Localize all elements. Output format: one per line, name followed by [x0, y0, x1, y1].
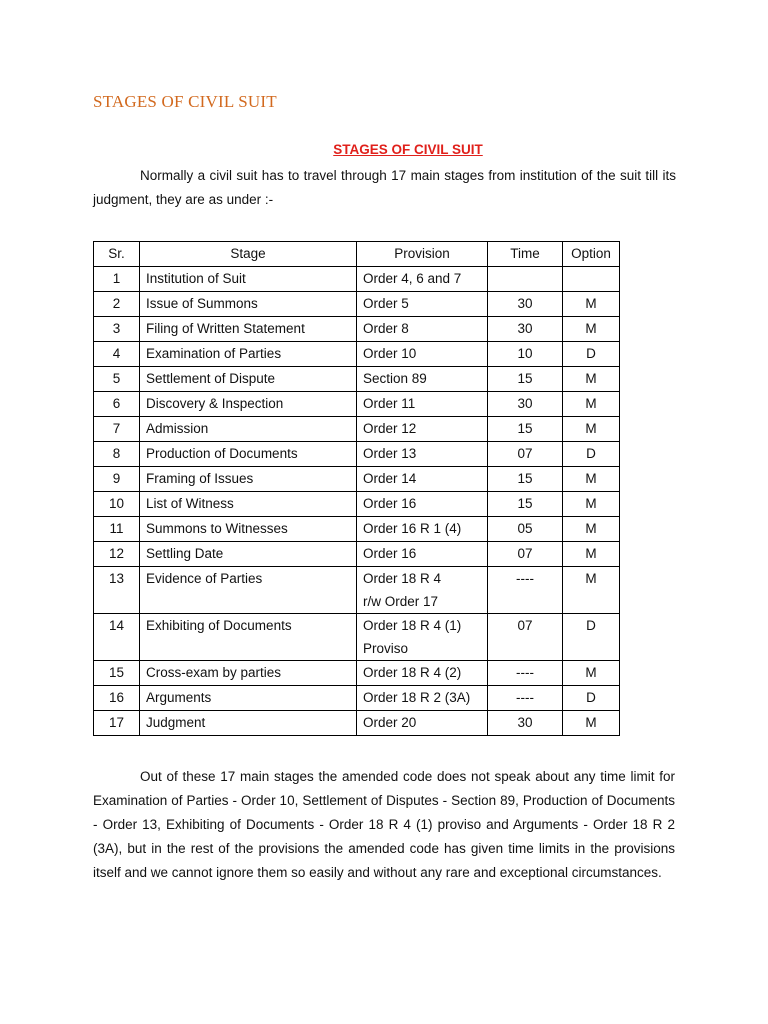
- document-title: STAGES OF CIVIL SUIT: [333, 142, 483, 157]
- provision-line-1: Order 8: [363, 321, 409, 336]
- table-row: [94, 567, 620, 614]
- table-row: [94, 467, 620, 492]
- provision-line-1: Order 18 R 2 (3A): [363, 690, 471, 705]
- cell-option: D: [563, 342, 620, 367]
- cell-time: 07: [488, 542, 563, 567]
- cell-sr: 2: [94, 292, 140, 317]
- cell-provision: [357, 661, 488, 686]
- cell-option: D: [563, 442, 620, 467]
- provision-line-1: Order 18 R 4 (2): [363, 665, 462, 680]
- cell-provision: [357, 614, 488, 661]
- cell-sr: 16: [94, 686, 140, 711]
- col-header-time: Time: [488, 242, 563, 267]
- provision-line-1: Order 16 R 1 (4): [363, 521, 462, 536]
- cell-time: ----: [488, 567, 563, 614]
- stages-table: [93, 241, 620, 736]
- cell-time: ----: [488, 661, 563, 686]
- provision-line-1: Order 12: [363, 421, 417, 436]
- cell-stage: Arguments: [140, 686, 357, 711]
- provision-line-1: Order 16: [363, 546, 417, 561]
- cell-sr: 8: [94, 442, 140, 467]
- cell-provision: [357, 711, 488, 736]
- cell-sr: 10: [94, 492, 140, 517]
- col-header-stage: Stage: [140, 242, 357, 267]
- cell-sr: 11: [94, 517, 140, 542]
- cell-stage: List of Witness: [140, 492, 357, 517]
- cell-time: ----: [488, 686, 563, 711]
- table-row: [94, 542, 620, 567]
- col-header-provision: Provision: [357, 242, 488, 267]
- cell-option: D: [563, 686, 620, 711]
- cell-stage: Filing of Written Statement: [140, 317, 357, 342]
- cell-stage: Settling Date: [140, 542, 357, 567]
- table-row: [94, 661, 620, 686]
- cell-option: M: [563, 711, 620, 736]
- cell-sr: 15: [94, 661, 140, 686]
- cell-sr: 7: [94, 417, 140, 442]
- cell-time: 10: [488, 342, 563, 367]
- table-row: [94, 711, 620, 736]
- cell-time: 15: [488, 492, 563, 517]
- cell-stage: Cross-exam by parties: [140, 661, 357, 686]
- cell-provision: [357, 317, 488, 342]
- table-body: [94, 267, 620, 736]
- cell-time: 30: [488, 317, 563, 342]
- table-row: [94, 417, 620, 442]
- table-row: [94, 342, 620, 367]
- cell-provision: [357, 567, 488, 614]
- cell-sr: 14: [94, 614, 140, 661]
- cell-stage: Settlement of Dispute: [140, 367, 357, 392]
- cell-stage: Evidence of Parties: [140, 567, 357, 614]
- cell-time: 07: [488, 614, 563, 661]
- cell-sr: 17: [94, 711, 140, 736]
- provision-line-1: Order 16: [363, 496, 417, 511]
- provision-line-1: Order 13: [363, 446, 417, 461]
- cell-sr: 6: [94, 392, 140, 417]
- cell-stage: Discovery & Inspection: [140, 392, 357, 417]
- cell-sr: 9: [94, 467, 140, 492]
- cell-option: M: [563, 467, 620, 492]
- table-row: [94, 392, 620, 417]
- cell-sr: 4: [94, 342, 140, 367]
- intro-paragraph: Normally a civil suit has to travel through 17 main stages from institution of the suit till its judgment, they are as under :-: [93, 168, 676, 207]
- cell-sr: 13: [94, 567, 140, 614]
- cell-option: M: [563, 567, 620, 614]
- cell-stage: Summons to Witnesses: [140, 517, 357, 542]
- table-row: [94, 267, 620, 292]
- cell-stage: Admission: [140, 417, 357, 442]
- provision-line-1: Order 18 R 4: [363, 571, 442, 586]
- provision-line-1: Order 10: [363, 346, 417, 361]
- cell-provision: [357, 686, 488, 711]
- cell-provision: [357, 417, 488, 442]
- provision-line-2: Proviso: [363, 641, 409, 656]
- cell-option: M: [563, 417, 620, 442]
- cell-time: 15: [488, 367, 563, 392]
- table-header-row: [94, 242, 620, 267]
- table-row: [94, 517, 620, 542]
- provision-line-2: r/w Order 17: [363, 594, 439, 609]
- cell-provision: [357, 442, 488, 467]
- cell-time: 15: [488, 467, 563, 492]
- cell-time: 15: [488, 417, 563, 442]
- cell-sr: 12: [94, 542, 140, 567]
- table-row: [94, 367, 620, 392]
- cell-option: M: [563, 517, 620, 542]
- table-row: [94, 317, 620, 342]
- col-header-sr: Sr.: [94, 242, 140, 267]
- cell-option: M: [563, 492, 620, 517]
- cell-sr: 5: [94, 367, 140, 392]
- col-header-option: Option: [563, 242, 620, 267]
- cell-provision: [357, 467, 488, 492]
- cell-provision: [357, 292, 488, 317]
- cell-option: M: [563, 317, 620, 342]
- cell-stage: Exhibiting of Documents: [140, 614, 357, 661]
- cell-provision: [357, 492, 488, 517]
- cell-sr: 3: [94, 317, 140, 342]
- cell-stage: Institution of Suit: [140, 267, 357, 292]
- cell-time: 30: [488, 711, 563, 736]
- cell-provision: [357, 392, 488, 417]
- provision-line-1: Order 14: [363, 471, 417, 486]
- cell-provision: [357, 267, 488, 292]
- cell-stage: Production of Documents: [140, 442, 357, 467]
- cell-provision: [357, 342, 488, 367]
- cell-option: M: [563, 542, 620, 567]
- cell-option: M: [563, 661, 620, 686]
- cell-stage: Issue of Summons: [140, 292, 357, 317]
- cell-time: [488, 267, 563, 292]
- cell-stage: Judgment: [140, 711, 357, 736]
- table-row: [94, 442, 620, 467]
- provision-line-1: Order 18 R 4 (1): [363, 618, 462, 633]
- provision-line-1: Order 5: [363, 296, 409, 311]
- table-row: [94, 614, 620, 661]
- cell-stage: Framing of Issues: [140, 467, 357, 492]
- table-row: [94, 686, 620, 711]
- cell-time: 30: [488, 292, 563, 317]
- closing-paragraph: Out of these 17 main stages the amended code does not speak about any time limit for Examination of Parties - Order 10, Settlement of Disputes - Section 89, Production of Documents - Order 13, Exhibiting of Documents - Order 18 R 4 (1) proviso and Arguments - Order 18 R 2 (3A), but in the rest of the provisions the amended code has given time limits in the provisions itself and we cannot ignore them so easily and without any rare and exceptional circumstances.: [93, 769, 675, 880]
- provision-line-1: Order 20: [363, 715, 417, 730]
- cell-option: M: [563, 292, 620, 317]
- cell-option: M: [563, 367, 620, 392]
- cell-time: 05: [488, 517, 563, 542]
- cell-option: D: [563, 614, 620, 661]
- cell-time: 07: [488, 442, 563, 467]
- provision-line-1: Order 4, 6 and 7: [363, 271, 462, 286]
- table-row: [94, 292, 620, 317]
- cell-provision: [357, 542, 488, 567]
- cell-option: [563, 267, 620, 292]
- cell-stage: Examination of Parties: [140, 342, 357, 367]
- cell-provision: [357, 367, 488, 392]
- cell-time: 30: [488, 392, 563, 417]
- table-row: [94, 492, 620, 517]
- cell-option: M: [563, 392, 620, 417]
- cell-sr: 1: [94, 267, 140, 292]
- provision-line-1: Order 11: [363, 396, 416, 411]
- page-heading: STAGES OF CIVIL SUIT: [93, 92, 277, 111]
- cell-provision: [357, 517, 488, 542]
- provision-line-1: Section 89: [363, 371, 427, 386]
